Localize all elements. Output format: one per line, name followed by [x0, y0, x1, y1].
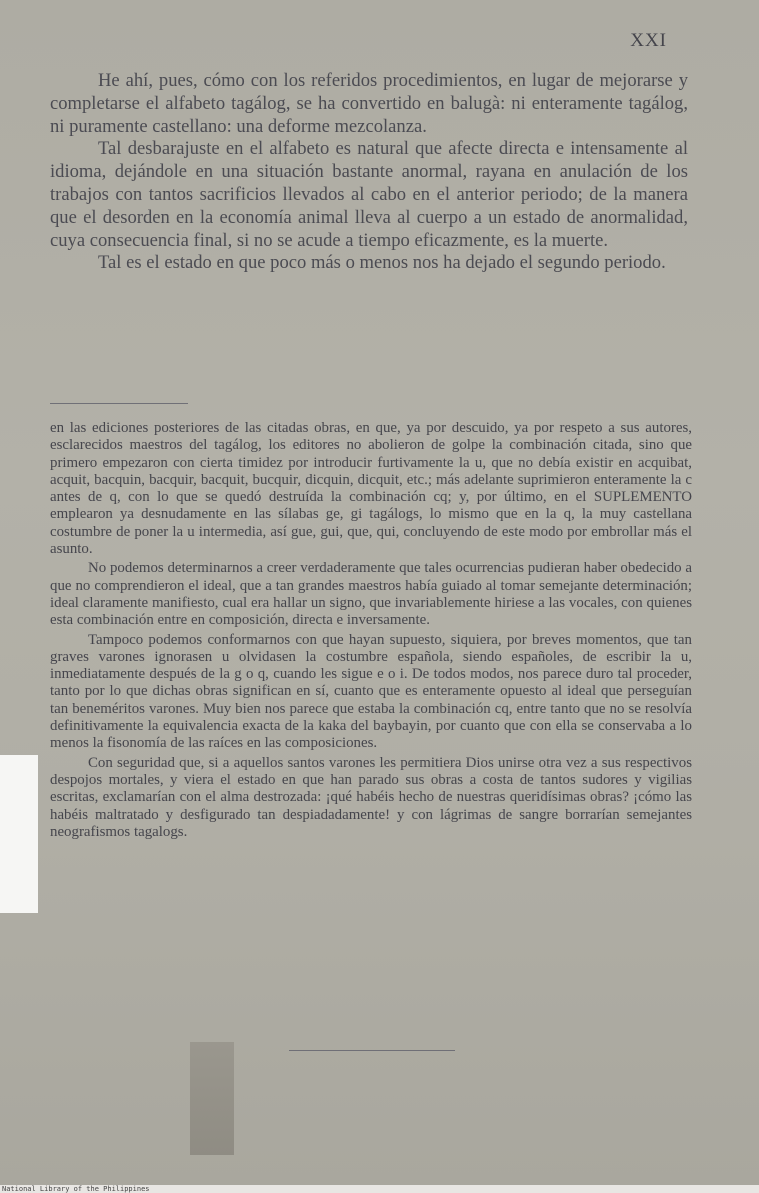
- footnote-paragraph: Con seguridad que, si a aquellos santos varones les permitiera Dios unirse otra vez a sus respectivos despojos mortales, y viera el estado en que han parado sus obras a costa de tantos sudores y vigilias escritas, exclamarían con el alma destrozada: ¡qué habéis hecho de nuestras queridísimas obras? ¡cómo las habéis maltratado y desfigurado tan despiadadamente! y con lágrimas de sangre borrarían semejantes neografismos tagalogs.: [50, 754, 692, 840]
- footnote-paragraph: No podemos determinarnos a creer verdaderamente que tales ocurrencias pudieran haber obedecido a que no comprendieron el ideal, que a tan grandes maestros había guiado al tomar semejante determinación; ideal claramente manifiesto, cual era hallar un signo, que invariablemente hiriese a las vocales, con quienes esta combinación entre en composición, directa e inversamente.: [50, 560, 692, 629]
- footnote-body: [50, 420, 692, 841]
- main-paragraph: Tal desbarajuste en el alfabeto es natural que afecte directa e intensamente al idioma, dejándole en una situación bastante anormal, rayana en anulación de los trabajos con tantos sacrificios llevados al cabo en el anterior periodo; de la manera que el desorden en la economía animal lleva al cuerpo a un estado de anormalidad, cuya consecuencia final, si no se acude a tiempo eficazmente, es la muerte.: [50, 138, 688, 251]
- footnote-paragraph: Tampoco podemos conformarnos con que hayan supuesto, siquiera, por breves momentos, que tan graves varones ignorasen u olvidasen la costumbre española, siendo españoles, de escribir la u, inmediatamente después de la g o q, cuando les sigue e o i. De todos modos, nos parece duro tal proceder, tanto por lo que dichas obras significan en sí, cuanto que es enteramente opuesto al ideal que perseguían tan beneméritos varones. Muy bien nos parece que estaba la combinación cq, entre tanto que no se resolvía definitivamente la equivalencia exacta de la kaka del baybayin, por cuanto que con ella se conservaba a lo menos la fisonomía de las raíces en las composiciones.: [50, 631, 692, 752]
- footer-credit: National Library of the Philippines: [2, 1185, 150, 1193]
- footnote-paragraph: en las ediciones posteriores de las citadas obras, en que, ya por descuido, ya por respeto a sus autores, esclarecidos maestros del tagálog, los editores no abolieron de golpe la combinación citada, sino que primero empezaron con cierta timidez por introducir furtivamente la u, que no debía existir en acquibat, acquit, bacquin, bacquir, bacquit, bucquir, dicquin, dicquit, etc.; más adelante suprimieron enteramente la c antes de q, con lo que se quedó destruída la combinación cq; y, por último, en el SUPLEMENTO emplearon ya desnudamente en las sílabas ge, gi tagálogs, lo mismo que en la q, la muy castellana costumbre de poner la u intermedia, así gue, gui, que, qui, concluyendo de este modo por embrollar más el asunto.: [50, 420, 692, 558]
- main-text-body: [50, 70, 688, 275]
- end-rule: [289, 1050, 455, 1051]
- paper-damage: [190, 1042, 234, 1155]
- torn-margin: [0, 755, 38, 913]
- page-number: XXI: [630, 30, 667, 51]
- main-paragraph: He ahí, pues, cómo con los referidos procedimientos, en lugar de mejorarse y completarse el alfabeto tagálog, se ha convertido en balugà: ni enteramente tagálog, ni puramente castellano: una deforme mezcolanza.: [50, 70, 688, 137]
- main-paragraph: Tal es el estado en que poco más o menos nos ha dejado el segundo periodo.: [98, 252, 666, 274]
- footnote-separator: [50, 403, 188, 404]
